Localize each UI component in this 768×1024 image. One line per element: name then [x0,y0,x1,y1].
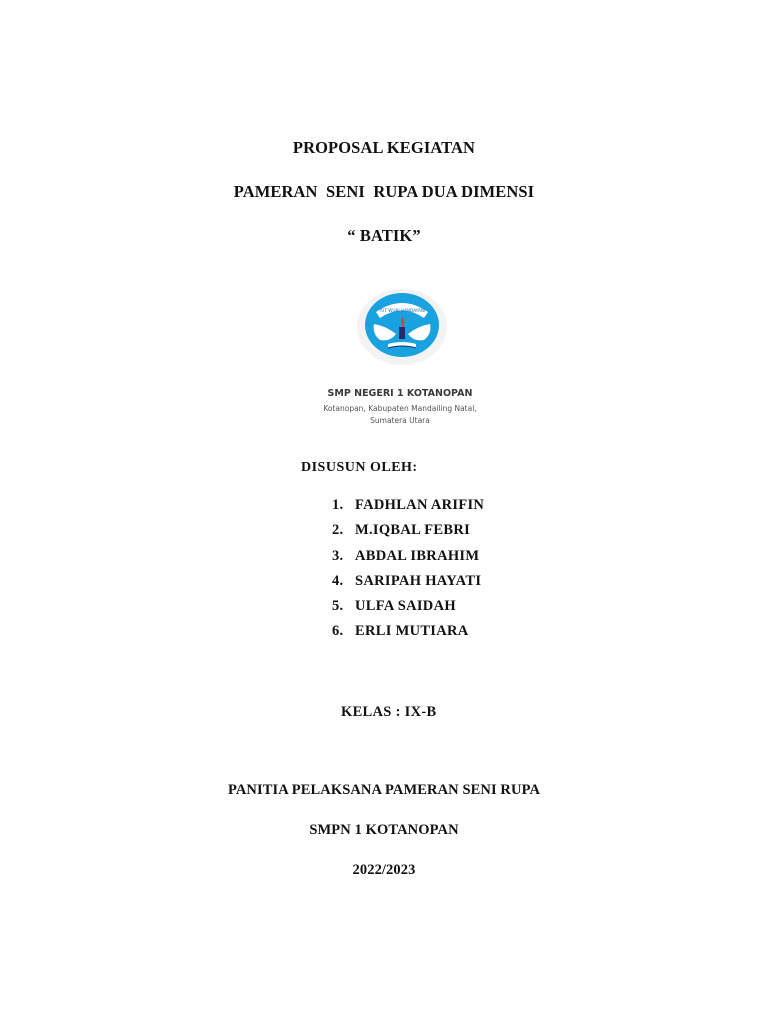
class-label: KELAS : IX-B [341,704,437,720]
list-item: 2. M.IQBAL FEBRI [332,522,484,547]
member-name: FADHLAN ARIFIN [355,497,485,513]
emblem-ribbon-text: TUT WURI HANDAYANI [378,308,426,313]
logo-school-address [300,403,500,427]
member-list [332,497,484,649]
prepared-by-label: DISUSUN OLEH: [301,460,418,475]
academic-year: 2022/2023 [352,862,416,878]
list-item: 5. ULFA SAIDAH [332,598,484,623]
member-name: SARIPAH HAYATI [355,572,482,589]
member-name: ERLI MUTIARA [355,623,469,640]
member-name: ULFA SAIDAH [355,598,456,615]
member-name: M.IQBAL FEBRI [355,522,471,539]
document-theme: “ BATIK” [347,226,421,245]
school-logo [300,282,500,432]
logo-address-line1: Kotanopan, Kabupaten Mandailing Natal, [323,404,477,413]
logo-address-line2: Sumatera Utara [370,416,430,425]
list-item: 4. SARIPAH HAYATI [332,573,484,598]
school-short-name: SMPN 1 KOTANOPAN [309,822,459,838]
list-item: 6. ERLI MUTIARA [332,623,484,648]
logo-school-name: SMP NEGERI 1 KOTANOPAN [327,388,473,399]
member-name: ABDAL IBRAHIM [355,547,480,564]
document-title: PROPOSAL KEGIATAN [292,138,476,157]
list-item: 1. FADHLAN ARIFIN [332,497,484,522]
tut-wuri-handayani-emblem-icon [356,288,448,366]
document-subtitle: PAMERAN SENI RUPA DUA DIMENSI [233,182,535,201]
list-item: 3. ABDAL IBRAHIM [332,548,484,573]
committee-name: PANITIA PELAKSANA PAMERAN SENI RUPA [227,782,541,798]
